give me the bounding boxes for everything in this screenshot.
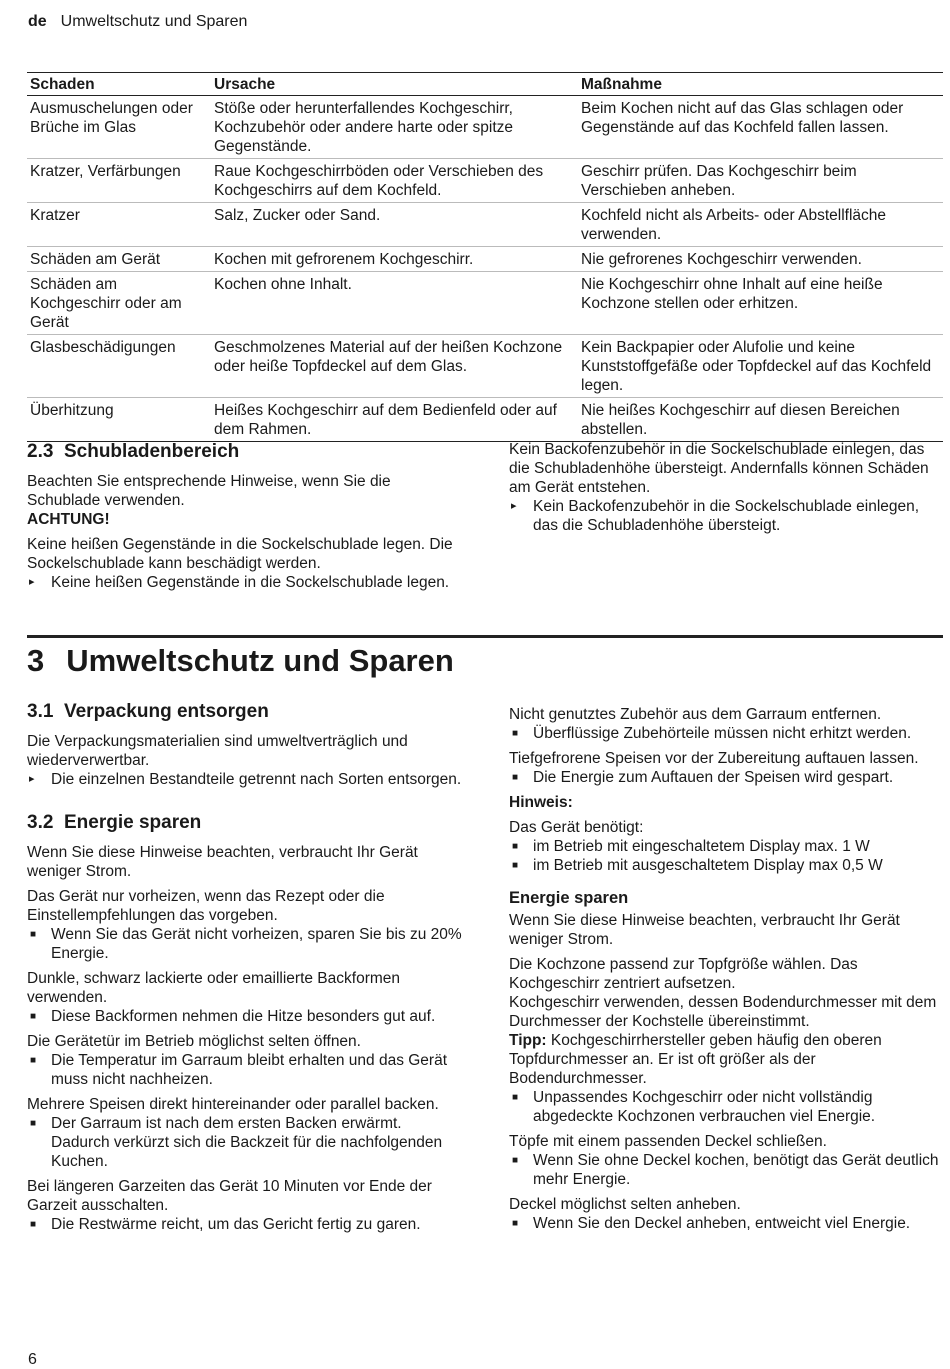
paragraph: Kein Backofenzubehör in die Sockelschublade einlegen, das die Schubladenhöhe übersteigt. Andernfalls können Schäden am Gerät entstehen.	[509, 441, 929, 496]
cell-measure: Kochfeld nicht als Arbeits- oder Abstellfläche verwenden.	[578, 203, 943, 247]
list-item	[509, 724, 944, 743]
paragraph: Nicht genutztes Zubehör aus dem Garraum entfernen.	[509, 706, 882, 723]
list-item	[509, 497, 944, 535]
note-label: Hinweis:	[509, 794, 573, 811]
cell-measure: Nie heißes Kochgeschirr auf diesen Bereichen abstellen.	[578, 398, 943, 442]
cell-damage: Kratzer	[27, 203, 211, 247]
table-row	[27, 398, 943, 442]
list-item-text: im Betrieb mit ausgeschaltetem Display max 0,5 W	[533, 857, 883, 874]
cell-measure: Geschirr prüfen. Das Kochgeschirr beim Verschieben anheben.	[578, 159, 943, 203]
paragraph: Wenn Sie diese Hinweise beachten, verbraucht Ihr Gerät weniger Strom.	[27, 844, 418, 880]
paragraph: Das Gerät nur vorheizen, wenn das Rezept oder die Einstellempfehlungen das vorgeben.	[27, 888, 385, 924]
cell-damage: Schäden am Kochgeschirr oder am Gerät	[27, 272, 211, 335]
header-title: Umweltschutz und Sparen	[60, 13, 248, 30]
table-row	[27, 335, 943, 398]
cell-damage: Überhitzung	[27, 398, 211, 442]
table-row	[27, 159, 943, 203]
cell-cause: Kochen ohne Inhalt.	[211, 272, 578, 335]
chapter-number: 3	[27, 643, 45, 678]
cell-measure: Beim Kochen nicht auf das Glas schlagen oder Gegenstände auf das Kochfeld fallen lassen.	[578, 96, 943, 159]
cell-damage: Glasbeschädigungen	[27, 335, 211, 398]
list-item-text: Die Energie zum Auftauen der Speisen wird gespart.	[533, 769, 894, 786]
language-code: de	[28, 13, 47, 30]
list-item	[27, 925, 462, 963]
square-bullet-icon: ■	[30, 929, 37, 940]
paragraph: Töpfe mit einem passenden Deckel schließen.	[509, 1133, 827, 1150]
paragraph: Die Kochzone passend zur Topfgröße wählen. Das Kochgeschirr zentriert aufsetzen.	[509, 956, 858, 992]
section-heading	[27, 811, 462, 834]
cell-measure: Kein Backpapier oder Alufolie und keine Kunststoffgefäße oder Topfdeckel auf das Kochfeld legen.	[578, 335, 943, 398]
square-bullet-icon: ■	[512, 860, 519, 871]
section-2-3-left	[27, 440, 462, 598]
list-item	[27, 770, 462, 789]
tip-label: Tipp:	[509, 1032, 547, 1049]
list-item-text: Diese Backformen nehmen die Hitze besonders gut auf.	[51, 1008, 436, 1025]
cell-measure: Nie Kochgeschirr ohne Inhalt auf eine heiße Kochzone stellen oder erhitzen.	[578, 272, 943, 335]
column-header-damage: Schaden	[27, 73, 211, 96]
list-item	[509, 768, 944, 787]
section-2-3-right	[509, 440, 944, 541]
list-item	[509, 1214, 944, 1233]
paragraph: Tiefgefrorene Speisen vor der Zubereitung auftauen lassen.	[509, 750, 919, 767]
list-item	[509, 1151, 944, 1189]
list-item	[509, 856, 944, 875]
chapter-rule	[27, 635, 943, 638]
paragraph: Mehrere Speisen direkt hintereinander oder parallel backen.	[27, 1096, 439, 1113]
cell-damage: Schäden am Gerät	[27, 247, 211, 272]
triangle-bullet-icon: ▸	[511, 500, 517, 512]
list-item-text: im Betrieb mit eingeschaltetem Display max. 1 W	[533, 838, 870, 855]
list-item-text: Kein Backofenzubehör in die Sockelschublade einlegen, das die Schubladenhöhe übersteigt.	[533, 498, 920, 534]
list-item-text: Wenn Sie das Gerät nicht vorheizen, sparen Sie bis zu 20% Energie.	[51, 926, 462, 962]
paragraph: Kochgeschirr verwenden, dessen Bodendurchmesser mit dem Durchmesser der Kochstelle übereinstimmt.	[509, 994, 937, 1030]
paragraph: Deckel möglichst selten anheben.	[509, 1196, 741, 1213]
paragraph: Wenn Sie diese Hinweise beachten, verbraucht Ihr Gerät weniger Strom.	[509, 912, 900, 948]
chapter-title: Umweltschutz und Sparen	[66, 643, 454, 678]
note-text: Das Gerät benötigt:	[509, 819, 644, 836]
section-title: Verpackung entsorgen	[63, 701, 269, 722]
page-header	[28, 12, 247, 31]
table-row	[27, 96, 943, 159]
square-bullet-icon: ■	[512, 1092, 519, 1103]
list-item-text: Die Temperatur im Garraum bleibt erhalten und das Gerät muss nicht nachheizen.	[51, 1052, 448, 1088]
page-number: 6	[28, 1351, 37, 1368]
triangle-bullet-icon: ▸	[29, 773, 35, 785]
cell-cause: Heißes Kochgeschirr auf dem Bedienfeld oder auf dem Rahmen.	[211, 398, 578, 442]
list-item-text: Der Garraum ist nach dem ersten Backen erwärmt. Dadurch verkürzt sich die Backzeit für die nachfolgenden Kuchen.	[51, 1115, 443, 1170]
warning-text: Keine heißen Gegenstände in die Sockelschublade legen. Die Sockelschublade kann beschädigt werden.	[27, 536, 453, 572]
paragraph: Dunkle, schwarz lackierte oder emaillierte Backformen verwenden.	[27, 970, 401, 1006]
list-item	[509, 837, 944, 856]
tip-text: Kochgeschirrhersteller geben häufig den oberen Topfdurchmesser an. Er ist oft größer als der Bodendurchmesser.	[509, 1032, 882, 1087]
square-bullet-icon: ■	[30, 1011, 37, 1022]
cell-cause: Salz, Zucker oder Sand.	[211, 203, 578, 247]
section-title: Energie sparen	[63, 812, 202, 833]
section-number: 3.2	[27, 812, 54, 833]
paragraph: Die Verpackungsmaterialien sind umweltverträglich und wiederverwertbar.	[27, 733, 408, 769]
chapter-heading	[27, 640, 454, 682]
section-heading	[27, 440, 462, 463]
list-item	[27, 1051, 462, 1089]
list-item	[27, 1215, 462, 1234]
list-item-text: Die Restwärme reicht, um das Gericht fertig zu garen.	[51, 1216, 421, 1233]
list-item	[509, 1088, 944, 1126]
paragraph: Die Gerätetür im Betrieb möglichst selten öffnen.	[27, 1033, 361, 1050]
square-bullet-icon: ■	[512, 772, 519, 783]
chapter-3-right-column	[509, 705, 944, 1239]
cell-cause: Stöße oder herunterfallendes Kochgeschirr, Kochzubehör oder andere harte oder spitze Gegenstände.	[211, 96, 578, 159]
table-row	[27, 247, 943, 272]
chapter-3-left-column	[27, 700, 462, 1240]
list-item	[27, 573, 462, 592]
table-row	[27, 272, 943, 335]
column-header-cause: Ursache	[211, 73, 578, 96]
subsection-heading: Energie sparen	[509, 889, 629, 907]
square-bullet-icon: ■	[30, 1055, 37, 1066]
list-item	[27, 1114, 462, 1171]
damage-table	[27, 72, 943, 442]
triangle-bullet-icon: ▸	[29, 576, 35, 588]
square-bullet-icon: ■	[512, 728, 519, 739]
square-bullet-icon: ■	[512, 1218, 519, 1229]
cell-damage: Ausmuschelungen oder Brüche im Glas	[27, 96, 211, 159]
paragraph: Bei längeren Garzeiten das Gerät 10 Minuten vor Ende der Garzeit ausschalten.	[27, 1178, 432, 1214]
cell-cause: Kochen mit gefrorenem Kochgeschirr.	[211, 247, 578, 272]
list-item-text: Keine heißen Gegenstände in die Sockelschublade legen.	[51, 574, 450, 591]
list-item-text: Unpassendes Kochgeschirr oder nicht vollständig abgedeckte Kochzonen verbrauchen viel Energie.	[533, 1089, 876, 1125]
list-item	[27, 1007, 462, 1026]
section-title: Schubladenbereich	[63, 441, 240, 462]
section-heading	[27, 700, 462, 723]
square-bullet-icon: ■	[512, 1155, 519, 1166]
table-row	[27, 203, 943, 247]
cell-cause: Raue Kochgeschirrböden oder Verschieben des Kochgeschirrs auf dem Kochfeld.	[211, 159, 578, 203]
list-item-text: Überflüssige Zubehörteile müssen nicht erhitzt werden.	[533, 725, 912, 742]
section-number: 2.3	[27, 441, 54, 462]
list-item-text: Wenn Sie den Deckel anheben, entweicht viel Energie.	[533, 1215, 911, 1232]
square-bullet-icon: ■	[30, 1219, 37, 1230]
cell-damage: Kratzer, Verfärbungen	[27, 159, 211, 203]
section-number: 3.1	[27, 701, 54, 722]
tip	[509, 1031, 944, 1088]
list-item-text: Die einzelnen Bestandteile getrennt nach Sorten entsorgen.	[51, 771, 462, 788]
warning-label: ACHTUNG!	[27, 511, 110, 528]
cell-measure: Nie gefrorenes Kochgeschirr verwenden.	[578, 247, 943, 272]
table-header-row	[27, 73, 943, 96]
column-header-measure: Maßnahme	[578, 73, 943, 96]
list-item-text: Wenn Sie ohne Deckel kochen, benötigt das Gerät deutlich mehr Energie.	[533, 1152, 939, 1188]
square-bullet-icon: ■	[30, 1118, 37, 1129]
paragraph: Beachten Sie entsprechende Hinweise, wenn Sie die Schublade verwenden.	[27, 473, 391, 509]
square-bullet-icon: ■	[512, 841, 519, 852]
cell-cause: Geschmolzenes Material auf der heißen Kochzone oder heiße Topfdeckel auf dem Glas.	[211, 335, 578, 398]
